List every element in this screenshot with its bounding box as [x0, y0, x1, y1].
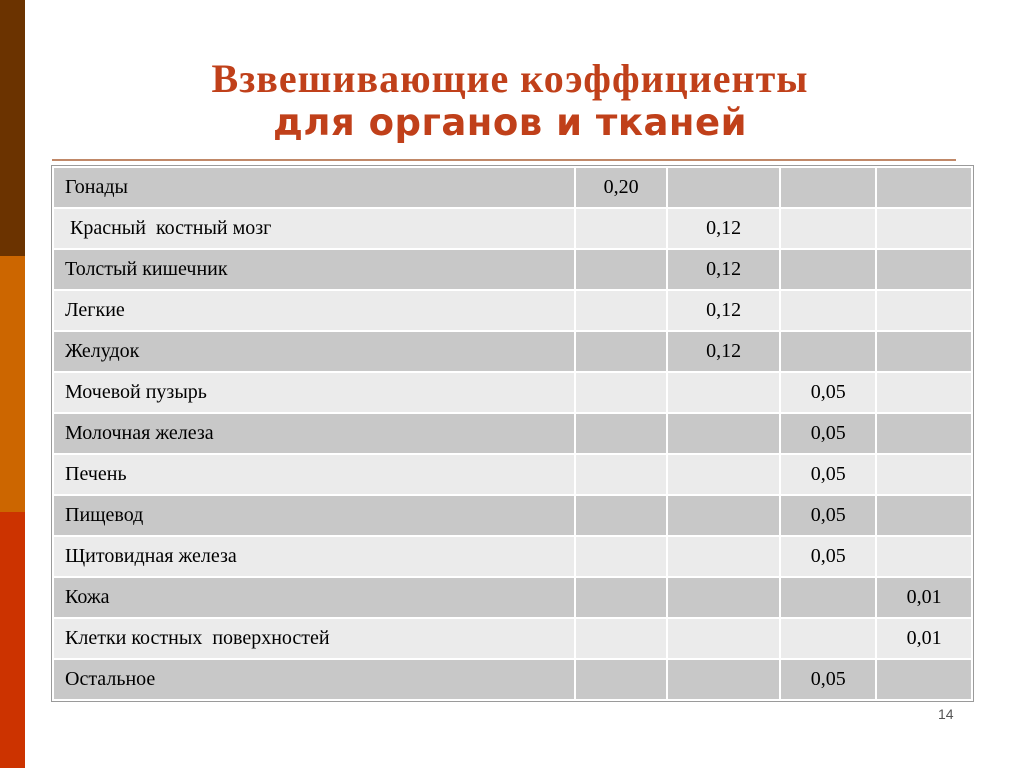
- coefficient-cell: [667, 536, 780, 577]
- coefficient-cell: [667, 413, 780, 454]
- coefficient-cell: [780, 577, 876, 618]
- coefficient-cell: [780, 331, 876, 372]
- table-row: [53, 577, 972, 618]
- title-line-2: для органов и тканей: [272, 101, 748, 144]
- sidebar-band-middle: [0, 256, 25, 512]
- coefficient-cell: 0,12: [667, 208, 780, 249]
- coefficient-cell: [667, 454, 780, 495]
- table-row: [53, 659, 972, 700]
- coefficient-cell: [667, 495, 780, 536]
- organ-name-cell: Легкие: [53, 290, 575, 331]
- coefficient-cell: [667, 577, 780, 618]
- table-row: [53, 249, 972, 290]
- coefficient-cell: [667, 618, 780, 659]
- sidebar-band-top: [0, 0, 25, 256]
- coefficient-cell: 0,12: [667, 249, 780, 290]
- coefficient-cell: [667, 167, 780, 208]
- coefficient-cell: [667, 372, 780, 413]
- coefficient-cell: [876, 372, 972, 413]
- coefficient-cell: 0,05: [780, 495, 876, 536]
- coefficient-cell: [876, 167, 972, 208]
- organ-name-cell: Гонады: [53, 167, 575, 208]
- coefficient-cell: [876, 454, 972, 495]
- coefficient-cell: 0,05: [780, 536, 876, 577]
- table-row: [53, 372, 972, 413]
- coefficient-cell: [876, 536, 972, 577]
- organ-name-cell: Кожа: [53, 577, 575, 618]
- table-row: [53, 167, 972, 208]
- organ-name-cell: Толстый кишечник: [53, 249, 575, 290]
- coefficient-cell: [667, 659, 780, 700]
- title-divider: [52, 159, 956, 161]
- organ-name-cell: Мочевой пузырь: [53, 372, 575, 413]
- coefficient-cell: [575, 577, 667, 618]
- organ-name-cell: Красный костный мозг: [53, 208, 575, 249]
- coefficient-cell: [876, 290, 972, 331]
- slide-title: [60, 56, 960, 144]
- weighting-factors-table: [52, 166, 973, 701]
- coefficient-cell: [575, 249, 667, 290]
- coefficient-cell: 0,05: [780, 454, 876, 495]
- table-row: [53, 495, 972, 536]
- table-row: [53, 618, 972, 659]
- coefficient-cell: [876, 495, 972, 536]
- coefficient-cell: 0,20: [575, 167, 667, 208]
- coefficient-cell: 0,05: [780, 659, 876, 700]
- organ-name-cell: Клетки костных поверхностей: [53, 618, 575, 659]
- coefficient-cell: 0,05: [780, 413, 876, 454]
- organ-name-cell: Пищевод: [53, 495, 575, 536]
- organ-name-cell: Щитовидная железа: [53, 536, 575, 577]
- coefficient-cell: [575, 454, 667, 495]
- coefficient-cell: [876, 249, 972, 290]
- table-row: [53, 331, 972, 372]
- coefficient-cell: 0,01: [876, 577, 972, 618]
- coefficient-cell: [575, 331, 667, 372]
- organ-name-cell: Печень: [53, 454, 575, 495]
- coefficient-cell: [575, 372, 667, 413]
- coefficient-cell: [876, 659, 972, 700]
- page-number: 14: [938, 706, 954, 722]
- coefficient-cell: [575, 536, 667, 577]
- coefficient-cell: [780, 290, 876, 331]
- organ-name-cell: Молочная железа: [53, 413, 575, 454]
- coefficient-cell: 0,05: [780, 372, 876, 413]
- coefficient-cell: [780, 167, 876, 208]
- table-row: [53, 536, 972, 577]
- table-row: [53, 290, 972, 331]
- organ-name-cell: Желудок: [53, 331, 575, 372]
- coefficient-cell: [780, 208, 876, 249]
- sidebar-band-bottom: [0, 512, 25, 768]
- coefficient-cell: [876, 413, 972, 454]
- coefficient-cell: 0,12: [667, 290, 780, 331]
- coefficient-cell: [575, 618, 667, 659]
- table-row: [53, 454, 972, 495]
- coefficient-cell: [876, 331, 972, 372]
- coefficient-cell: [780, 618, 876, 659]
- coefficient-cell: [575, 413, 667, 454]
- coefficient-cell: [780, 249, 876, 290]
- coefficient-cell: [575, 495, 667, 536]
- coefficient-cell: 0,12: [667, 331, 780, 372]
- table-row: [53, 413, 972, 454]
- table-row: [53, 208, 972, 249]
- title-line-1: Взвешивающие коэффициенты: [211, 56, 809, 101]
- organ-name-cell: Остальное: [53, 659, 575, 700]
- coefficient-cell: [575, 290, 667, 331]
- table-body: [53, 167, 972, 700]
- coefficient-cell: [575, 208, 667, 249]
- coefficient-cell: [876, 208, 972, 249]
- coefficient-cell: 0,01: [876, 618, 972, 659]
- coefficient-cell: [575, 659, 667, 700]
